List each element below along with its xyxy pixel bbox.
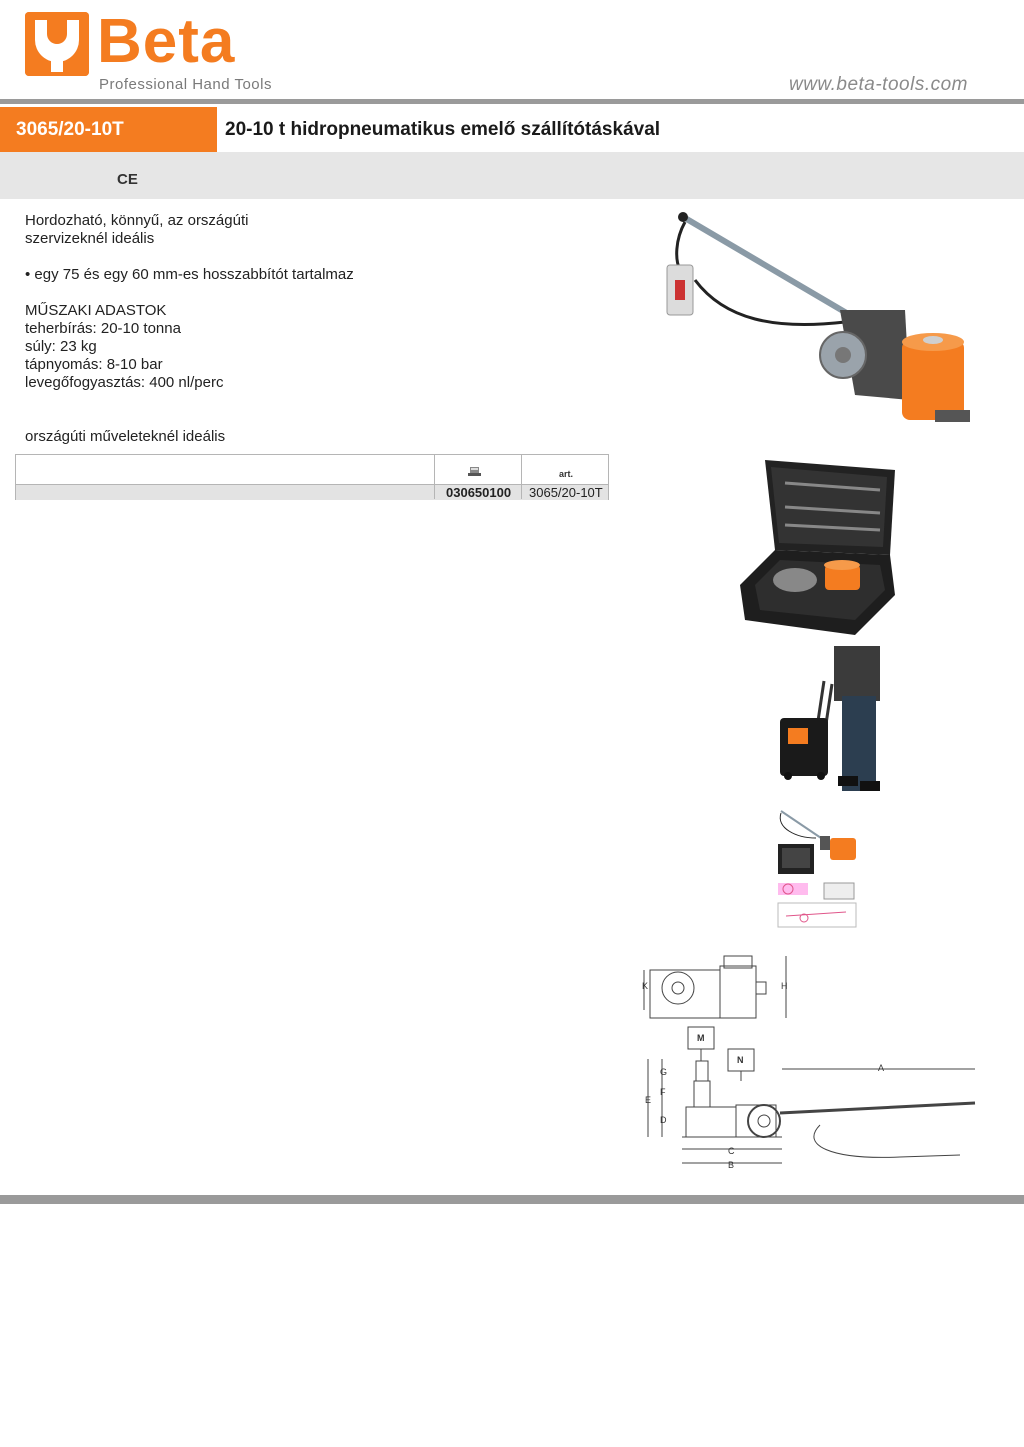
website-link[interactable]: www.beta-tools.com xyxy=(788,74,968,95)
dimension-label-c: C xyxy=(728,1146,735,1156)
side-view-drawing xyxy=(640,1025,980,1173)
usage-note: országúti műveleteknél ideális xyxy=(25,428,226,445)
spec-item: teherbírás: 20-10 tonna xyxy=(25,320,181,337)
article-cell: 3065/20-10T xyxy=(529,485,603,500)
product-description xyxy=(25,212,425,446)
column-divider xyxy=(521,455,522,499)
brand-logo xyxy=(25,7,285,94)
brand-tagline: Professional Hand Tools xyxy=(99,76,272,93)
spec-item: levegőfogyasztás: 400 nl/perc xyxy=(25,374,224,391)
certification-band xyxy=(0,152,1024,199)
barcode-icon xyxy=(468,467,481,476)
specs-heading: MŰSZAKI ADASTOK xyxy=(25,302,167,319)
column-divider xyxy=(434,455,435,499)
feature-bullet: • egy 75 és egy 60 mm-es hosszabbítót tartalmaz xyxy=(25,266,354,283)
dimension-label-m: M xyxy=(697,1033,705,1043)
intro-line: szervizeknél ideális xyxy=(25,230,155,247)
table-row xyxy=(16,484,608,500)
brand-name: Beta xyxy=(97,7,236,76)
spec-item: súly: 23 kg xyxy=(25,338,97,355)
dimension-label-b: B xyxy=(728,1160,735,1170)
dimension-label-e: E xyxy=(645,1095,652,1105)
header-divider xyxy=(0,99,1024,104)
product-thumbnails-image xyxy=(776,808,858,930)
order-code-cell: 030650100 xyxy=(446,485,512,500)
article-table xyxy=(15,454,609,500)
dimension-label-d: D xyxy=(660,1115,667,1125)
dimension-label-n: N xyxy=(737,1055,744,1065)
dimension-label-a: A xyxy=(878,1063,885,1073)
carry-case-image xyxy=(735,455,900,640)
wrench-logo-icon xyxy=(25,12,89,76)
ce-mark-icon: CE xyxy=(117,171,138,188)
dimension-label-f: F xyxy=(660,1087,666,1097)
product-title: 20-10 t hidropneumatikus emelő szállítótáskával xyxy=(225,119,661,140)
spec-item: tápnyomás: 8-10 bar xyxy=(25,356,163,373)
dimension-label-h: H xyxy=(781,981,788,991)
dimension-label-k: K xyxy=(642,981,649,991)
footer-divider xyxy=(0,1195,1024,1204)
dimension-label-g: G xyxy=(660,1067,668,1077)
intro-line: Hordozható, könnyű, az országúti xyxy=(25,212,249,229)
jack-product-image xyxy=(655,210,985,440)
table-header-row xyxy=(16,455,608,484)
product-code: 3065/20-10T xyxy=(16,119,124,140)
trolley-case-in-use-image xyxy=(776,646,880,793)
top-view-drawing xyxy=(640,948,800,1020)
column-header-art: art. xyxy=(559,469,574,479)
